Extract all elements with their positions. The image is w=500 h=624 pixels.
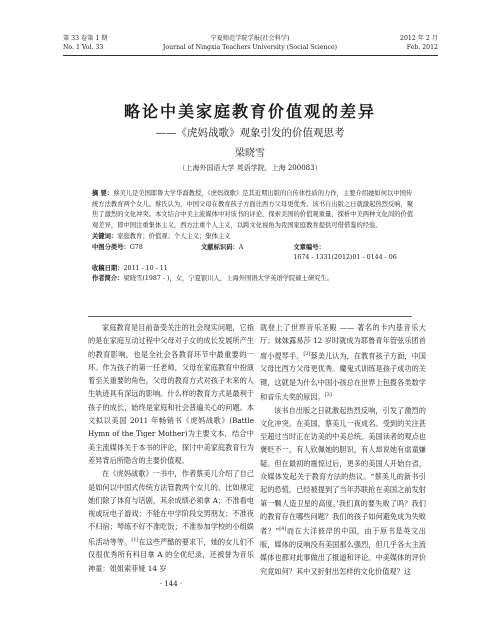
received-label: 收稿日期：: [92, 264, 124, 272]
received-value: 2011 - 10 - 11: [123, 264, 168, 272]
doc-code-value: A: [238, 243, 244, 251]
paragraph-text: 蔡美儿认为，在教育孩子方面，中国父母比西方父母更优秀。魔鬼式训练是孩子成功的关键，这就是为什么中国小孩总在世界上包揽各类数学和音乐大奖的原因。: [260, 350, 426, 402]
keywords: [92, 232, 418, 243]
author-bio: [92, 274, 418, 285]
author-affiliation: （上海外国语大学 英语学院，上海 200083）: [178, 164, 322, 172]
issue-date-en: Feb. 2012: [406, 44, 438, 51]
paragraph: [88, 467, 254, 575]
paragraph-text: 而在大洋彼岸的中国，由于原书是英文出版，媒体的反响没有美国那么强烈，但几乎各大主流媒体也都对此事做出了报道和评论。中美媒体的评价究竟如何？其中又折射出怎样的文化价值观？这: [260, 526, 426, 576]
citation: [1]: [131, 536, 139, 543]
author-name: 梁晓雪: [235, 148, 265, 159]
issue-date: 2012 年 2 月: [400, 35, 438, 42]
citation: [2]: [303, 350, 311, 357]
journal-name: 宁夏师范学院学报(社会科学): [210, 35, 290, 42]
paragraph-text: 在这些严酷的要求下，她的女儿们不仅很优秀所有科目拿 A 的全优纪录，还被誉为音乐神童：姐姐索菲娅 14 岁: [88, 537, 254, 573]
abstract-divider: [88, 316, 412, 317]
volume-issue-en: No. 1 Vol. 33: [63, 44, 104, 51]
paragraph-text: 在《虎妈战歌》一书中，作者蔡美儿介绍了自己是如何以中国式传统方法管教两个女儿的。比如规定她们除了体育与话剧，其余成绩必须拿 A；不准看电视或玩电子游戏；不能在中学阶段交男朋友；不准夜不归宿；琴练不好不准吃饭；不准参加学校的小组娱乐活动等等。: [88, 469, 254, 547]
paragraph: 家庭教育是目前备受关注的社会现实问题，它指的是在家庭互动过程中父母对子女的成长发展所产生的教育影响，也是全社会各教育环节中最重要的一环。作为孩子的第一任老师，父母在家庭教育中扮演着至关重要的角色，父母的教育方式对孩子未来的人生轨迹具有深远的影响。什么样的教育方式是最利于孩子的成长，始终是家庭和社会普遍关心的问题。本文拟以美国 2011 年畅销书《虎妈战歌》(Battle Hymn of the Tiger Mother)为主要文本，结合中美主流媒体关于本书的评论，探讨中美家庭教育行为差异背后所隐含的主要价值观。: [88, 323, 254, 465]
article-no-label: 文章编号：: [293, 243, 325, 251]
journal-name-en: Journal of Ningxia Teachers University (Social Science): [162, 44, 338, 51]
bio-text: 梁晓雪(1987 - )，女，宁夏银川人，上海外国语大学英语学院硕士研究生。: [123, 275, 334, 282]
clc-value: G78: [129, 243, 143, 251]
doc-code-label: 文献标识码：: [201, 243, 239, 251]
body-column-left: [88, 321, 254, 575]
paragraph-text: 就登上了世界音乐圣殿 —— 著名的卡内基音乐大厅；妹妹露易莎 12 岁时就成为耶鲁青年管弦乐团首席小提琴手。: [260, 323, 426, 360]
keywords-label: 关键词：: [92, 233, 118, 240]
received-date: [92, 264, 418, 275]
paragraph: [260, 404, 426, 578]
citation: [3]: [324, 391, 332, 398]
volume-issue: 第 33 卷第 1 期: [63, 35, 108, 42]
classification-row: [92, 243, 418, 264]
article-no-value: 1674 - 1331(2012)01 - 0144 - 06: [293, 254, 397, 261]
citation: [4]: [279, 526, 287, 533]
keywords-text: 家庭教育；价值观；个人主义；集体主义: [117, 233, 231, 240]
header-rule: [63, 55, 438, 56]
header-right: [400, 34, 438, 52]
abstract-label: 摘 要：: [92, 190, 114, 197]
page-number: · 144 ·: [159, 580, 183, 588]
abstract-block: [92, 189, 418, 285]
paper-title: 略论中美家庭教育价值观的差异: [123, 102, 376, 121]
paragraph-text: 该书自出版之日就激起热烈反响，引发了激烈的文化冲突。在美国，蔡美儿一夜成名。受到的关注甚至超过当时正在访美的中美总统。美国读者的观点也褒贬不一，有人钦佩她的胆识，有人却说她有虐童嫌疑。但在最初的震惊过后，更多的美国人开始自省，众媒体发起关于教育方法的热议。“蔡美儿的新书引起的恐慌，已经被提到了当年苏联抢在美国之前发射第一颗人造卫星的高度。’我们真的要失败了吗？我们的教育存在哪些问题？我们的孩子如何避免成为失败者？”: [260, 405, 426, 536]
paper-subtitle: ——《虎妈战歌》观象引发的价值观思考: [155, 127, 345, 139]
abstract-text: 蔡美儿是美国耶鲁大学华裔教授，《虎妈战歌》是其近期出版的自传体性质的力作，主要介绍她如何以中国传统方法教育两个女儿。蔡氏认为，中国父母在教育孩子方面比西方父母更优秀。该书自出版之日就激起热烈反响，聚焦了激烈的文化冲突。本文结合中美主流媒体中对该书的评论，探索美国的价值观重量，探析中美两种文化间的价值观差异，即中国注重集体主义，西方注重个人主义，以跨文化视角为我国家庭教育提供可借借鉴的经验。: [92, 190, 414, 229]
clc-label: 中图分类号：: [92, 243, 130, 251]
body-column-right: [260, 321, 426, 578]
bio-label: 作者简介：: [92, 275, 124, 282]
abstract: [92, 189, 418, 231]
paragraph: [260, 321, 426, 404]
